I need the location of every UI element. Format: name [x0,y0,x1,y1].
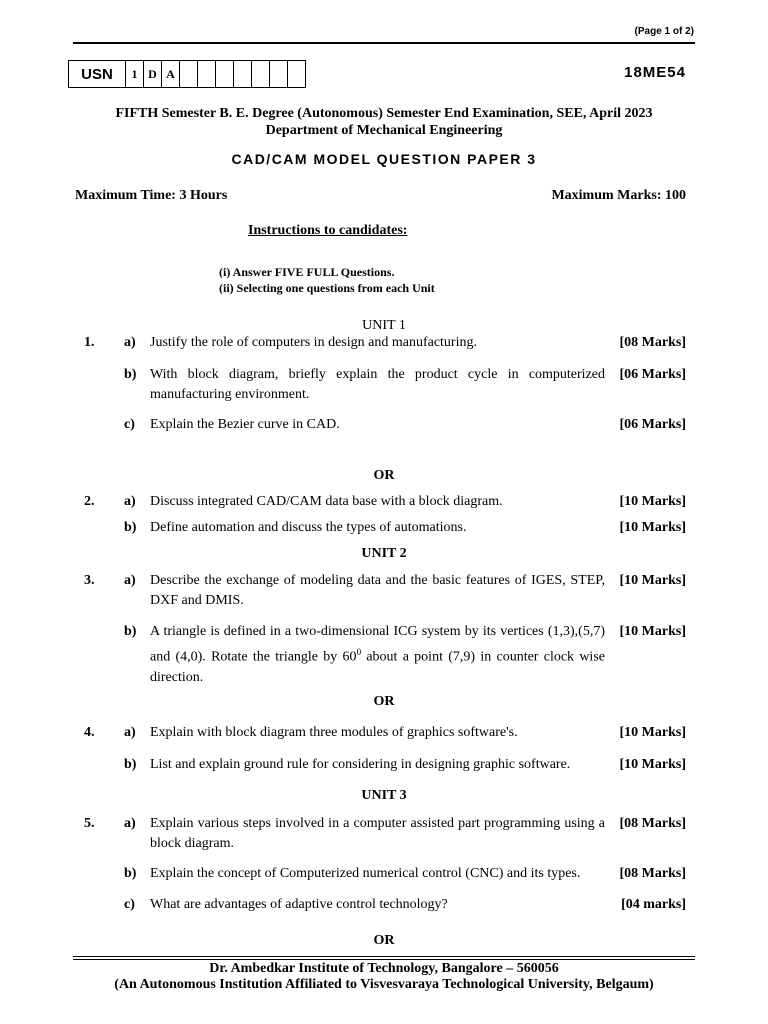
usn-cell: D [144,61,162,87]
question-text: Explain the concept of Computerized numerical control (CNC) and its types. [150,866,581,881]
usn-cell [216,61,234,87]
part-label: a) [124,494,136,509]
marks: [08 Marks] [619,866,686,881]
question-text: Justify the role of computers in design and manufacturing. [150,335,477,350]
question-text-part: A triangle is defined in a two-dimensional ICG system by its vertices (1,3),(5,7) and (4,0). Rotate the triangle by 60 [150,624,605,665]
question-text [150,622,605,688]
unit-heading: UNIT 3 [361,788,407,803]
question-number: 5. [84,816,95,831]
question-text: Explain with block diagram three modules of graphics software's. [150,725,518,740]
question-number: 4. [84,725,95,740]
marks: [10 Marks] [619,725,686,740]
unit-heading: UNIT 1 [362,318,406,333]
instruction-item: (i) Answer FIVE FULL Questions. [219,265,395,279]
marks: [10 Marks] [619,757,686,772]
or-divider: OR [373,933,395,948]
paper-title: CAD/CAM MODEL QUESTION PAPER 3 [231,151,537,167]
unit-heading: UNIT 2 [361,546,407,561]
usn-cell [288,61,305,87]
part-label: b) [124,520,137,535]
usn-cell [252,61,270,87]
max-time: Maximum Time: 3 Hours [75,188,228,203]
top-rule [73,42,695,44]
instruction-item: (ii) Selecting one questions from each Unit [219,281,435,295]
question-text-part: about a point (7,9) in counter clock wise direction. [150,649,605,685]
footer-institution: Dr. Ambedkar Institute of Technology, Bangalore – 560056 [209,961,559,976]
usn-cell [234,61,252,87]
footer-affiliation: (An Autonomous Institution Affiliated to Visvesvaraya Technological University, Belgaum) [114,977,654,992]
question-text: Explain the Bezier curve in CAD. [150,417,340,432]
marks: [10 Marks] [619,520,686,535]
marks: [06 Marks] [619,417,686,432]
question-number: 3. [84,573,95,588]
question-number: 2. [84,494,95,509]
usn-label: USN [69,61,126,87]
marks: [04 marks] [621,897,686,912]
part-label: b) [124,757,137,772]
footer-rule [73,959,695,960]
question-text: Describe the exchange of modeling data and the basic features of IGES, STEP, DXF and DMIS. [150,573,605,608]
part-label: a) [124,573,136,588]
part-label: a) [124,335,136,350]
question-text: With block diagram, briefly explain the product cycle in computerized manufacturing environment. [150,367,605,402]
usn-box [68,60,306,88]
usn-cell [180,61,198,87]
exam-header: FIFTH Semester B. E. Degree (Autonomous) Semester End Examination, SEE, April 2023 [115,106,653,121]
degree-superscript: 0 [356,647,362,657]
course-code: 18ME54 [624,64,686,81]
usn-cell: A [162,61,180,87]
question-number: 1. [84,335,95,350]
part-label: b) [124,624,137,639]
part-label: b) [124,866,137,881]
part-label: b) [124,367,137,382]
part-label: a) [124,725,136,740]
marks: [06 Marks] [619,367,686,382]
department: Department of Mechanical Engineering [265,123,503,138]
usn-cell [270,61,288,87]
question-text: Discuss integrated CAD/CAM data base with a block diagram. [150,494,503,509]
marks: [10 Marks] [619,573,686,588]
usn-cell: 1 [126,61,144,87]
marks: [08 Marks] [619,335,686,350]
instructions-heading: Instructions to candidates: [248,223,408,238]
marks: [08 Marks] [619,816,686,831]
or-divider: OR [373,694,395,709]
or-divider: OR [373,468,395,483]
part-label: c) [124,897,135,912]
question-text: List and explain ground rule for considering in designing graphic software. [150,757,571,772]
question-text: Define automation and discuss the types of automations. [150,520,467,535]
footer-rule [73,956,695,957]
page-number: (Page 1 of 2) [634,26,694,37]
question-text: Explain various steps involved in a computer assisted part programming using a block diagram. [150,816,605,851]
part-label: a) [124,816,136,831]
marks: [10 Marks] [619,494,686,509]
marks: [10 Marks] [619,624,686,639]
part-label: c) [124,417,135,432]
max-marks: Maximum Marks: 100 [551,188,686,203]
question-text: What are advantages of adaptive control technology? [150,897,448,912]
usn-cell [198,61,216,87]
